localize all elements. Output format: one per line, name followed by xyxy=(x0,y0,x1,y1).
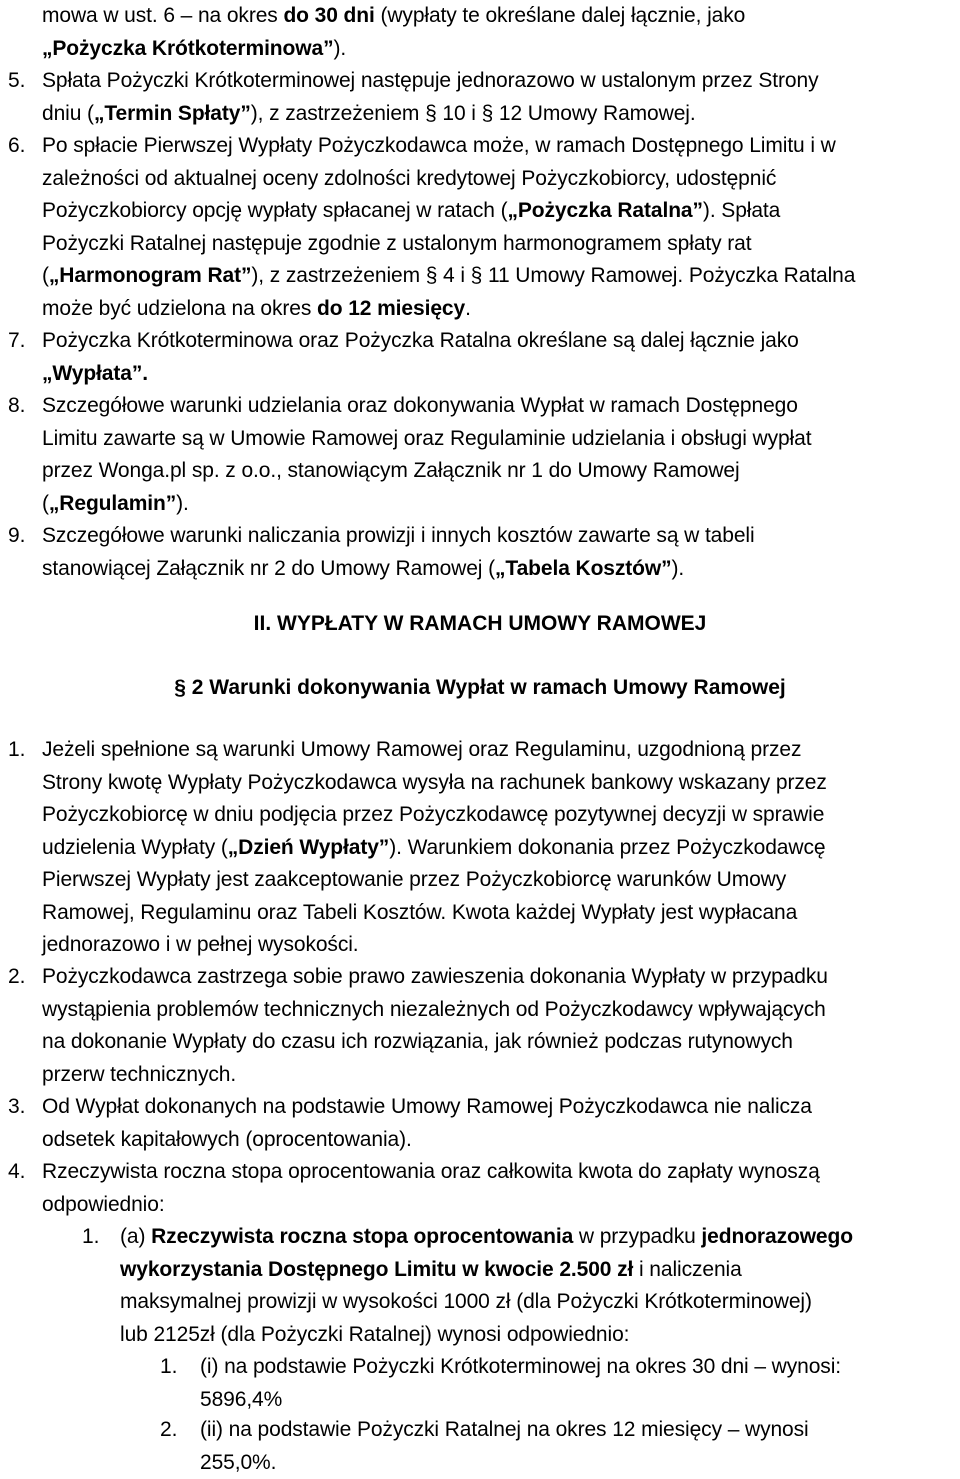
subsubitem-number: 2. xyxy=(160,1414,178,1447)
item-number: 2. xyxy=(8,961,26,994)
list-item xyxy=(42,961,828,1091)
text-line: przez Wonga.pl sp. z o.o., stanowiącym Załącznik nr 1 do Umowy Ramowej xyxy=(42,455,811,488)
text-line: (i) na podstawie Pożyczki Krótkoterminowej na okres 30 dni – wynosi: xyxy=(200,1351,841,1384)
text-line: Limitu zawarte są w Umowie Ramowej oraz Regulaminie udzielania i obsługi wypłat xyxy=(42,423,811,456)
text-line: Rzeczywista roczna stopa oprocentowania oraz całkowita kwota do zapłaty wynoszą xyxy=(42,1156,820,1189)
text-line: mowa w ust. 6 – na okres do 30 dni (wypłaty te określane dalej łącznie, jako xyxy=(42,0,745,33)
text-line: Strony kwotę Wypłaty Pożyczkodawca wysyła na rachunek bankowy wskazany przez xyxy=(42,767,827,800)
list-item xyxy=(42,325,799,390)
section-subtitle: § 2 Warunki dokonywania Wypłat w ramach Umowy Ramowej xyxy=(0,672,960,705)
text-line: 5896,4% xyxy=(200,1384,841,1417)
text-line: może być udzielona na okres do 12 miesięcy. xyxy=(42,293,855,326)
text-line: odsetek kapitałowych (oprocentowania). xyxy=(42,1124,812,1157)
text-line: stanowiącej Załącznik nr 2 do Umowy Ramowej („Tabela Kosztów”). xyxy=(42,553,755,586)
text-line: Od Wypłat dokonanych na podstawie Umowy Ramowej Pożyczkodawca nie nalicza xyxy=(42,1091,812,1124)
text-line: 255,0%. xyxy=(200,1447,809,1479)
list-item xyxy=(42,130,855,325)
text-line: wystąpienia problemów technicznych niezależnych od Pożyczkodawcy wpływających xyxy=(42,994,828,1027)
text-line: dniu („Termin Spłaty”), z zastrzeżeniem § 10 i § 12 Umowy Ramowej. xyxy=(42,98,818,131)
text-line: wykorzystania Dostępnego Limitu w kwocie 2.500 zł i naliczenia xyxy=(120,1254,853,1287)
text-line: (ii) na podstawie Pożyczki Ratalnej na okres 12 miesięcy – wynosi xyxy=(200,1414,809,1447)
item-number: 8. xyxy=(8,390,26,423)
text-line: Po spłacie Pierwszej Wypłaty Pożyczkodawca może, w ramach Dostępnego Limitu i w xyxy=(42,130,855,163)
sub-sub-list-item xyxy=(200,1414,809,1479)
list-item xyxy=(42,734,827,962)
text-line: na dokonanie Wypłaty do czasu ich rozwiązania, jak również podczas rutynowych xyxy=(42,1026,828,1059)
text-line: przerw technicznych. xyxy=(42,1059,828,1092)
item-number: 3. xyxy=(8,1091,26,1124)
text-line: Pożyczkobiorcy opcję wypłaty spłacanej w ratach („Pożyczka Ratalna”). Spłata xyxy=(42,195,855,228)
text-line: lub 2125zł (dla Pożyczki Ratalnej) wynosi odpowiednio: xyxy=(120,1319,853,1352)
text-line: Pierwszej Wypłaty jest zaakceptowanie przez Pożyczkobiorcę warunków Umowy xyxy=(42,864,827,897)
text-line: Pożyczki Ratalnej następuje zgodnie z ustalonym harmonogramem spłaty rat xyxy=(42,228,855,261)
text-line: Szczegółowe warunki naliczania prowizji i innych kosztów zawarte są w tabeli xyxy=(42,520,755,553)
text-line: Spłata Pożyczki Krótkoterminowej następuje jednorazowo w ustalonym przez Strony xyxy=(42,65,818,98)
list-item xyxy=(42,1091,812,1156)
item-number: 7. xyxy=(8,325,26,358)
sub-sub-list-item xyxy=(200,1351,841,1416)
text-line: jednorazowo i w pełnej wysokości. xyxy=(42,929,827,962)
subitem-number: 1. xyxy=(82,1221,100,1254)
text-line: („Harmonogram Rat”), z zastrzeżeniem § 4 i § 11 Umowy Ramowej. Pożyczka Ratalna xyxy=(42,260,855,293)
text-line: Pożyczka Krótkoterminowa oraz Pożyczka Ratalna określane są dalej łącznie jako xyxy=(42,325,799,358)
text-line: Pożyczkobiorcę w dniu podjęcia przez Pożyczkodawcę pozytywnej decyzji w sprawie xyxy=(42,799,827,832)
section-title: II. WYPŁATY W RAMACH UMOWY RAMOWEJ xyxy=(0,608,960,641)
item-number: 6. xyxy=(8,130,26,163)
text-line: zależności od aktualnej oceny zdolności kredytowej Pożyczkobiorcy, udostępnić xyxy=(42,163,855,196)
list-item xyxy=(42,390,811,520)
item-number: 4. xyxy=(8,1156,26,1189)
text-line: Ramowej, Regulaminu oraz Tabeli Kosztów. Kwota każdej Wypłaty jest wypłacana xyxy=(42,897,827,930)
list-item xyxy=(42,1156,820,1221)
text-line: („Regulamin”). xyxy=(42,488,811,521)
list-item xyxy=(42,520,755,585)
text-line: „Wypłata”. xyxy=(42,358,799,391)
item-number: 5. xyxy=(8,65,26,98)
sub-list-item xyxy=(120,1221,853,1351)
text-line: Pożyczkodawca zastrzega sobie prawo zawieszenia dokonania Wypłaty w przypadku xyxy=(42,961,828,994)
item-number: 1. xyxy=(8,734,26,767)
item-number: 9. xyxy=(8,520,26,553)
text-line: „Pożyczka Krótkoterminowa”). xyxy=(42,33,745,66)
text-line: udzielenia Wypłaty („Dzień Wypłaty”). Warunkiem dokonania przez Pożyczkodawcę xyxy=(42,832,827,865)
paragraph-continuation xyxy=(42,0,745,65)
text-line: Jeżeli spełnione są warunki Umowy Ramowej oraz Regulaminu, uzgodnioną przez xyxy=(42,734,827,767)
list-item xyxy=(42,65,818,130)
text-line: Szczegółowe warunki udzielania oraz dokonywania Wypłat w ramach Dostępnego xyxy=(42,390,811,423)
subsubitem-number: 1. xyxy=(160,1351,178,1384)
text-line: (a) Rzeczywista roczna stopa oprocentowania w przypadku jednorazowego xyxy=(120,1221,853,1254)
text-line: maksymalnej prowizji w wysokości 1000 zł (dla Pożyczki Krótkoterminowej) xyxy=(120,1286,853,1319)
text-line: odpowiednio: xyxy=(42,1189,820,1222)
